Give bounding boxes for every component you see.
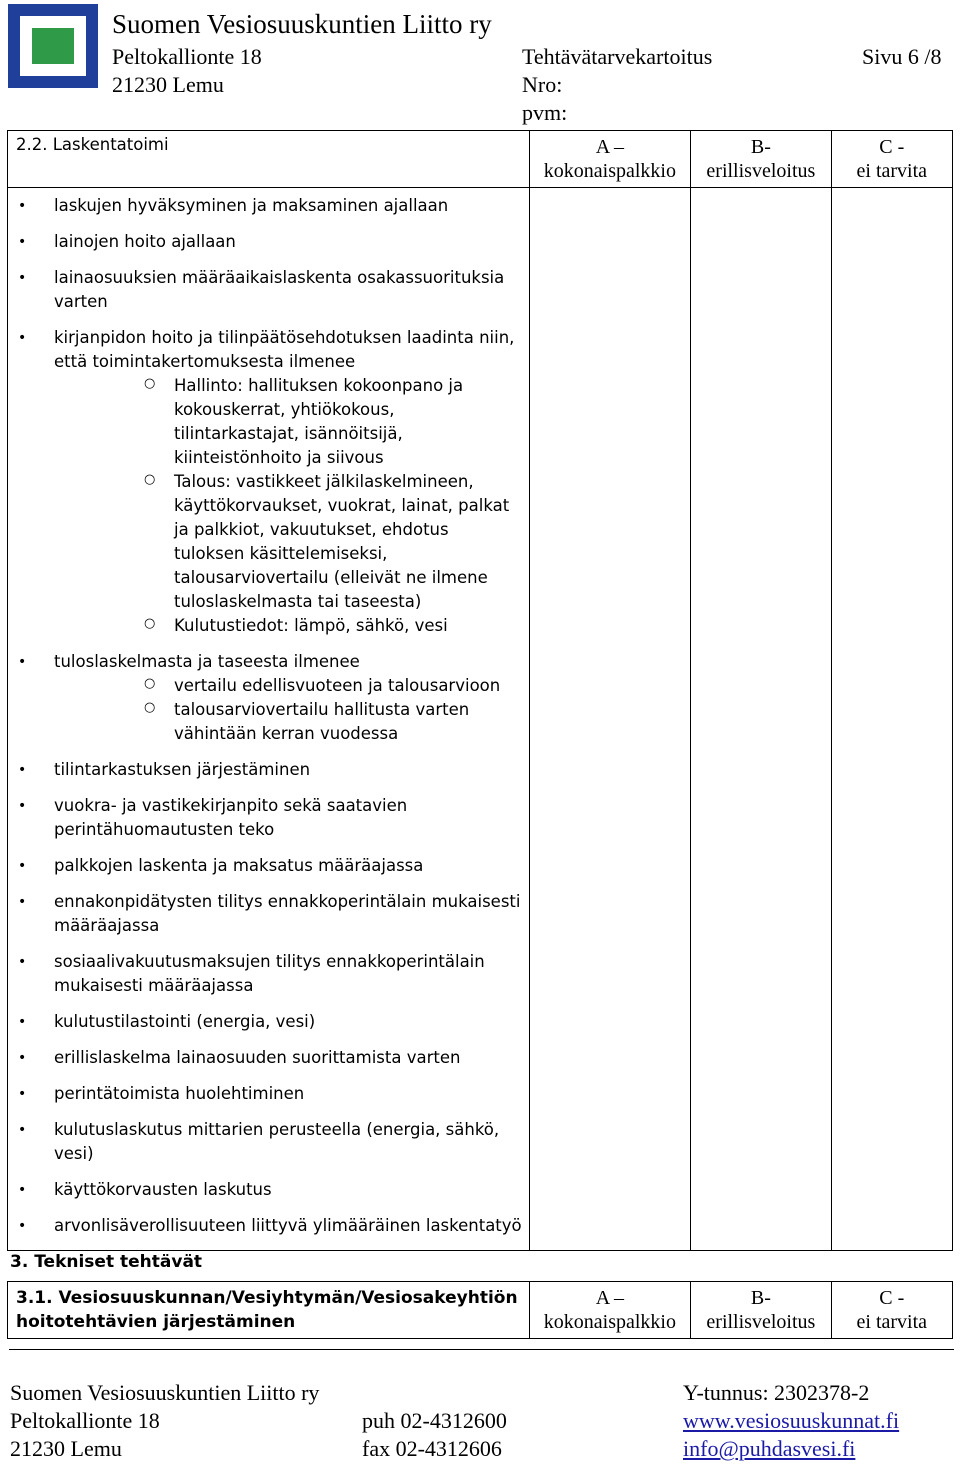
column-a-header (529, 131, 691, 188)
circle-bullet-icon: ○ (144, 616, 156, 631)
list-item-text: lainaosuuksien määräaikaislaskenta osakassuorituksia varten (54, 268, 505, 311)
footer-fax: fax 02-4312606 (362, 1436, 502, 1461)
list-item-text: sosiaalivakuutusmaksujen tilitys ennakkoperintälain mukaisesti määräajassa (54, 952, 485, 995)
column-a-answer-cell[interactable] (529, 188, 691, 1251)
list-item-text: tuloslaskelmasta ja taseesta ilmenee (54, 652, 360, 671)
list-item-text: kulutuslaskutus mittarien perusteella (energia, sähkö, vesi) (54, 1120, 500, 1163)
list-item-text: kirjanpidon hoito ja tilinpäätösehdotuksen laadinta niin, että toimintakertomuksesta ilmenee (54, 328, 515, 371)
list-item-text: kulutustilastointi (energia, vesi) (54, 1012, 316, 1031)
footer-email-link[interactable]: info@puhdasvesi.fi (683, 1436, 856, 1461)
list-item-text: tilintarkastuksen järjestäminen (54, 760, 311, 779)
column-a-label: kokonaispalkkio (543, 1311, 676, 1333)
list-item (0, 884, 529, 944)
bullet-icon: • (18, 654, 27, 670)
bullet-icon: • (18, 1050, 27, 1066)
column-a-code: A – (595, 136, 625, 158)
list-item-text: käyttökorvausten laskutus (54, 1180, 272, 1199)
column-c-label: ei tarvita (856, 160, 928, 182)
column-b-code: B- (750, 1287, 771, 1309)
list-item-text: arvonlisäverollisuuteen liittyvä ylimääräinen laskentatyö (54, 1216, 522, 1235)
list-item (0, 224, 529, 260)
sub-list-item (54, 470, 523, 614)
sub-list-item (54, 374, 523, 470)
list-item (0, 320, 529, 644)
table-header-row (8, 131, 953, 188)
footer-business-id: Y-tunnus: 2302378-2 (683, 1380, 870, 1405)
document-title: Tehtävätarvekartoitus (522, 44, 713, 69)
list-item (0, 1172, 529, 1208)
bullet-icon: • (18, 798, 27, 814)
list-item-text: ennakonpidätysten tilitys ennakkoperintälain mukaisesti määräajassa (54, 892, 521, 935)
list-item-text: lainojen hoito ajallaan (54, 232, 236, 251)
header-street: Peltokallionte 18 (112, 44, 262, 69)
circle-bullet-icon: ○ (144, 376, 156, 391)
list-item (0, 1112, 529, 1172)
subsection-header-row (8, 1282, 953, 1339)
organization-logo-icon (8, 4, 98, 88)
nro-label: Nro: (522, 72, 563, 97)
bullet-icon: • (18, 270, 27, 286)
subsection-table (7, 1281, 953, 1339)
task-table (7, 130, 953, 1251)
list-item (0, 1004, 529, 1040)
column-a-header (529, 1282, 691, 1339)
column-a-label: kokonaispalkkio (543, 160, 676, 182)
column-c-header (831, 131, 952, 188)
column-b-header (691, 131, 831, 188)
bullet-icon: • (18, 1182, 27, 1198)
sub-list-item-text: Hallinto: hallituksen kokoonpano ja kokouskerrat, yhtiökokous, tilintarkastajat, isännöitsijä, kiinteistönhoito ja siivous (174, 376, 464, 467)
bullet-icon: • (18, 762, 27, 778)
section-title: 2.2. Laskentatoimi (8, 131, 530, 188)
list-item-text: erillislaskelma lainaosuuden suorittamista varten (54, 1048, 461, 1067)
pvm-label: pvm: (522, 100, 568, 125)
column-b-code: B- (750, 136, 771, 158)
footer-organization: Suomen Vesiosuuskuntien Liitto ry (10, 1380, 320, 1405)
column-c-label: ei tarvita (856, 1311, 928, 1333)
column-c-answer-cell[interactable] (831, 188, 952, 1251)
list-item-text: laskujen hyväksyminen ja maksaminen ajallaan (54, 196, 449, 215)
list-item (0, 1208, 529, 1244)
list-item (0, 944, 529, 1004)
column-b-label: erillisveloitus (706, 1311, 816, 1333)
bullet-icon: • (18, 858, 27, 874)
task-list-cell (8, 188, 530, 1251)
bullet-icon: • (18, 1014, 27, 1030)
bullet-icon: • (18, 1218, 27, 1234)
sub-list-item (54, 698, 523, 746)
list-item (0, 1040, 529, 1076)
section-3-title: 3. Tekniset tehtävät (10, 1252, 203, 1272)
bullet-icon: • (18, 198, 27, 214)
list-item-text: palkkojen laskenta ja maksatus määräajassa (54, 856, 424, 875)
column-b-header (691, 1282, 831, 1339)
column-a-code: A – (595, 1287, 625, 1309)
sub-list-item (54, 674, 523, 698)
header-postal: 21230 Lemu (112, 72, 224, 97)
header-organization: Suomen Vesiosuuskuntien Liitto ry (112, 9, 492, 39)
column-b-label: erillisveloitus (706, 160, 816, 182)
circle-bullet-icon: ○ (144, 700, 156, 715)
footer-postal: 21230 Lemu (10, 1436, 122, 1461)
page-number: Sivu 6 /8 (862, 44, 942, 69)
list-item-text: vuokra- ja vastikekirjanpito sekä saatavien perintähuomautusten teko (54, 796, 408, 839)
bullet-icon: • (18, 954, 27, 970)
sub-list-item-text: vertailu edellisvuoteen ja talousarvioon (174, 676, 501, 695)
sub-list-item-text: Talous: vastikkeet jälkilaskelmineen, käyttökorvaukset, vuokrat, lainat, palkat ja palkkiot, vakuutukset, ehdotus tuloksen käsittelemiseksi, talousarviovertailu (elleivät ne ilmene tuloslaskelmasta tai taseesta) (174, 472, 510, 611)
subsection-title: 3.1. Vesiosuuskunnan/Vesiyhtymän/Vesiosakeyhtiön hoitotehtävien järjestäminen (8, 1282, 530, 1339)
column-c-code: C - (879, 1287, 905, 1309)
column-c-code: C - (879, 136, 905, 158)
list-item-text: perintätoimista huolehtiminen (54, 1084, 305, 1103)
table-body-row (8, 188, 953, 1251)
bullet-icon: • (18, 234, 27, 250)
list-item (0, 188, 529, 224)
sub-list-item (54, 614, 523, 638)
footer-phone: puh 02-4312600 (362, 1408, 507, 1433)
bullet-icon: • (18, 330, 27, 346)
logo-green-square (32, 28, 74, 64)
list-item (0, 752, 529, 788)
list-item (0, 788, 529, 848)
circle-bullet-icon: ○ (144, 472, 156, 487)
list-item (0, 848, 529, 884)
list-item (0, 1076, 529, 1112)
sub-list-item-text: Kulutustiedot: lämpö, sähkö, vesi (174, 616, 448, 635)
list-item (0, 260, 529, 320)
footer-street: Peltokallionte 18 (10, 1408, 160, 1433)
footer-website-link[interactable]: www.vesiosuuskunnat.fi (683, 1408, 900, 1433)
column-b-answer-cell[interactable] (691, 188, 831, 1251)
sub-list-item-text: talousarviovertailu hallitusta varten vähintään kerran vuodessa (174, 700, 470, 743)
circle-bullet-icon: ○ (144, 676, 156, 691)
bullet-icon: • (18, 894, 27, 910)
bullet-icon: • (18, 1122, 27, 1138)
footer-divider (9, 1349, 954, 1350)
column-c-header (831, 1282, 952, 1339)
bullet-icon: • (18, 1086, 27, 1102)
list-item (0, 644, 529, 752)
